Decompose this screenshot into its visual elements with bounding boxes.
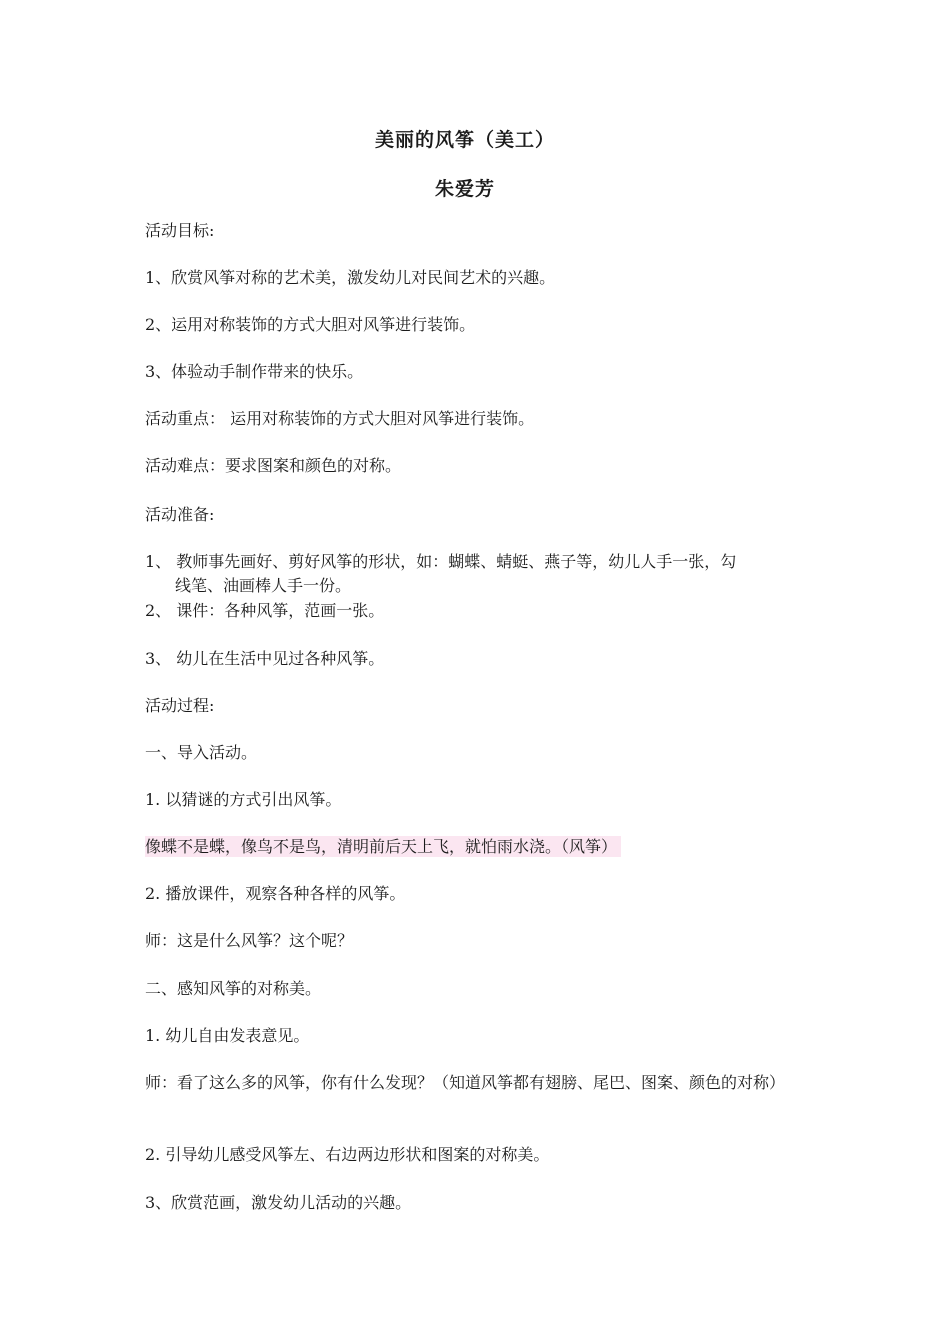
document-title: 美丽的风筝（美工） bbox=[374, 129, 555, 151]
goal-item-3: 3、体验动手制作带来的快乐。 bbox=[145, 362, 364, 381]
goals-heading: 活动目标: bbox=[145, 221, 215, 240]
goal-item-1: 1、欣赏风筝对称的艺术美，激发幼儿对民间艺术的兴趣。 bbox=[145, 268, 556, 287]
difficulty-point: 活动难点：要求图案和颜色的对称。 bbox=[145, 456, 402, 475]
teacher-question-2: 师：看了这么多的风筝，你有什么发现？（知道风筝都有翅膀、尾巴、图案、颜色的对称） bbox=[145, 1073, 786, 1092]
riddle-highlight: 像蝶不是蝶，像鸟不是鸟，清明前后天上飞，就怕雨水浇。（风筝） bbox=[145, 836, 621, 857]
teacher-question-1: 师：这是什么风筝？这个呢？ bbox=[145, 931, 354, 950]
part2-heading: 二、感知风筝的对称美。 bbox=[145, 979, 322, 998]
part1-step-2: 2. 播放课件，观察各种各样的风筝。 bbox=[145, 884, 406, 903]
prep-item-1-line-1: 1、 教师事先画好、剪好风筝的形状，如：蝴蝶、蜻蜓、燕子等，幼儿人手一张，勾 bbox=[145, 552, 737, 571]
riddle-line bbox=[145, 836, 621, 858]
prep-item-3: 3、 幼儿在生活中见过各种风筝。 bbox=[145, 649, 385, 668]
part2-step-2: 2. 引导幼儿感受风筝左、右边两边形状和图案的对称美。 bbox=[145, 1145, 550, 1164]
prep-item-2: 2、 课件：各种风筝，范画一张。 bbox=[145, 601, 385, 620]
goal-item-2: 2、运用对称装饰的方式大胆对风筝进行装饰。 bbox=[145, 315, 476, 334]
document-author: 朱爱芳 bbox=[434, 178, 495, 200]
key-point: 活动重点： 运用对称装饰的方式大胆对风筝进行装饰。 bbox=[145, 409, 535, 428]
prep-heading: 活动准备: bbox=[145, 505, 215, 524]
prep-item-1-line-2: 线笔、油画棒人手一份。 bbox=[175, 576, 352, 595]
process-heading: 活动过程: bbox=[145, 696, 215, 715]
part2-step-1: 1. 幼儿自由发表意见。 bbox=[145, 1026, 310, 1045]
part2-step-3: 3、欣赏范画，激发幼儿活动的兴趣。 bbox=[145, 1193, 412, 1212]
part1-heading: 一、导入活动。 bbox=[145, 743, 258, 762]
part1-step-1: 1. 以猜谜的方式引出风筝。 bbox=[145, 790, 342, 809]
prep-item-1 bbox=[145, 550, 736, 598]
